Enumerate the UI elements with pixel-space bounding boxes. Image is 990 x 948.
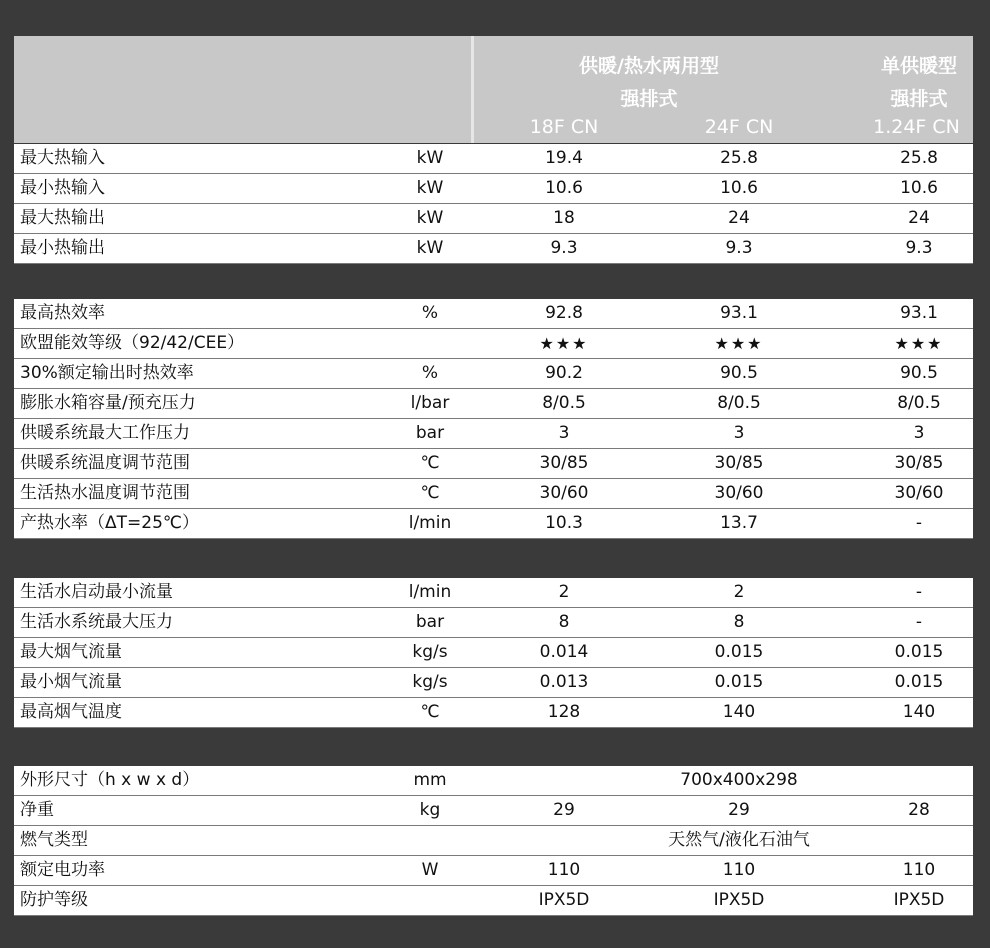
row-value: 10.6 [545, 178, 583, 198]
row-label: 生活水启动最小流量 [20, 582, 173, 602]
row-value: 10.3 [545, 513, 583, 533]
row-unit: kW [416, 148, 444, 168]
table-row [14, 449, 973, 479]
model-24f: 24F CN [704, 116, 774, 138]
row-value: 18 [553, 208, 575, 228]
row-value: 30/60 [539, 483, 589, 503]
row-label: 供暖系统温度调节范围 [20, 453, 190, 473]
row-unit [394, 329, 466, 358]
row-label: 燃气类型 [20, 830, 88, 850]
row-label: 最大烟气流量 [20, 642, 122, 662]
row-value-merged: 天然气/液化石油气 [668, 830, 810, 850]
row-value: 0.015 [714, 642, 764, 662]
row-unit: kg/s [412, 672, 448, 692]
row-unit: l/min [408, 513, 452, 533]
table-row [14, 329, 973, 359]
row-value: 0.015 [894, 642, 944, 662]
spec-section [14, 766, 973, 916]
table-row [14, 608, 973, 638]
row-unit: ℃ [420, 453, 440, 473]
row-unit: l/min [408, 582, 452, 602]
table-row [14, 638, 973, 668]
table-row [14, 234, 973, 264]
row-label: 供暖系统最大工作压力 [20, 423, 190, 443]
row-label: 防护等级 [20, 890, 88, 910]
row-value: 90.2 [545, 363, 583, 383]
row-unit [394, 826, 466, 855]
row-unit: ℃ [420, 483, 440, 503]
table-row [14, 359, 973, 389]
row-value: ★★★ [894, 334, 944, 353]
row-value: 29 [553, 800, 575, 820]
row-value: 10.6 [720, 178, 758, 198]
table-row [14, 509, 973, 539]
row-value: 30/85 [539, 453, 589, 473]
table-row [14, 389, 973, 419]
row-value: 9.3 [905, 238, 933, 258]
table-row [14, 174, 973, 204]
row-label: 最小热输出 [20, 238, 105, 258]
row-value: 28 [908, 800, 930, 820]
row-value: 25.8 [900, 148, 938, 168]
row-value: ★★★ [714, 334, 764, 353]
row-value-merged: 700x400x298 [680, 770, 798, 790]
table-row [14, 299, 973, 329]
table-row [14, 826, 973, 856]
row-value: 29 [728, 800, 750, 820]
table-row [14, 419, 973, 449]
row-value: 8/0.5 [717, 393, 761, 413]
row-unit: kg/s [412, 642, 448, 662]
row-value: - [915, 513, 923, 533]
row-value: 93.1 [720, 303, 758, 323]
row-label: 产热水率（ΔT=25℃） [20, 513, 199, 533]
row-value: IPX5D [893, 890, 945, 910]
row-unit: bar [415, 423, 445, 443]
model-1-24f: 1.24F CN [873, 116, 960, 138]
row-value: 3 [558, 423, 570, 443]
row-value: 9.3 [550, 238, 578, 258]
row-value: 90.5 [720, 363, 758, 383]
row-label: 膨胀水箱容量/预充压力 [20, 393, 196, 413]
row-value: 93.1 [900, 303, 938, 323]
row-value: 30/85 [894, 453, 944, 473]
row-value: 30/60 [894, 483, 944, 503]
row-value: - [915, 582, 923, 602]
row-unit: W [421, 860, 439, 880]
table-row [14, 578, 973, 608]
row-unit: ℃ [420, 702, 440, 722]
row-label: 最高热效率 [20, 303, 105, 323]
row-value: 8/0.5 [542, 393, 586, 413]
row-label: 30%额定输出时热效率 [20, 363, 194, 383]
table-row [14, 856, 973, 886]
row-value: 92.8 [545, 303, 583, 323]
row-unit: kW [416, 238, 444, 258]
row-label: 最小热输入 [20, 178, 105, 198]
group1-title-line2: 强排式 [620, 88, 678, 110]
row-value: 2 [558, 582, 570, 602]
row-value: 3 [733, 423, 745, 443]
row-unit: l/bar [410, 393, 450, 413]
row-value: 13.7 [720, 513, 758, 533]
row-value: 90.5 [900, 363, 938, 383]
row-label: 外形尺寸（h x w x d） [20, 770, 200, 790]
group2-title-line2: 强排式 [890, 88, 948, 110]
row-value: 24 [908, 208, 930, 228]
row-label: 最大热输入 [20, 148, 105, 168]
row-value: 140 [722, 702, 756, 722]
row-value: 25.8 [720, 148, 758, 168]
row-label: 最大热输出 [20, 208, 105, 228]
spec-section [14, 299, 973, 539]
table-row [14, 479, 973, 509]
row-value: 30/85 [714, 453, 764, 473]
row-unit [394, 886, 466, 915]
row-value: 128 [547, 702, 581, 722]
row-unit: % [421, 303, 439, 323]
table-row [14, 144, 973, 174]
row-label: 最高烟气温度 [20, 702, 122, 722]
row-value: 10.6 [900, 178, 938, 198]
row-value: 140 [902, 702, 936, 722]
row-label: 生活热水温度调节范围 [20, 483, 190, 503]
row-value: 8 [733, 612, 745, 632]
row-value: 0.013 [539, 672, 589, 692]
row-value: 8/0.5 [897, 393, 941, 413]
row-value: 110 [902, 860, 936, 880]
row-value: ★★★ [539, 334, 589, 353]
row-unit: % [421, 363, 439, 383]
row-value: 110 [547, 860, 581, 880]
row-unit: mm [413, 770, 447, 790]
row-value: - [915, 612, 923, 632]
row-unit: kW [416, 208, 444, 228]
table-row [14, 204, 973, 234]
row-unit: kg [419, 800, 441, 820]
row-value: 8 [558, 612, 570, 632]
row-value: 3 [913, 423, 925, 443]
header-divider [471, 36, 474, 143]
row-value: 0.015 [714, 672, 764, 692]
row-value: 24 [728, 208, 750, 228]
table-header [14, 36, 973, 143]
row-unit: bar [415, 612, 445, 632]
table-row [14, 668, 973, 698]
spec-section [14, 144, 973, 264]
row-value: 30/60 [714, 483, 764, 503]
row-unit: kW [416, 178, 444, 198]
row-value: IPX5D [538, 890, 590, 910]
table-row [14, 886, 973, 916]
table-row [14, 698, 973, 728]
row-value: 9.3 [725, 238, 753, 258]
group2-title-line1: 单供暖型 [880, 55, 957, 77]
table-row [14, 766, 973, 796]
row-label: 净重 [20, 800, 54, 820]
spec-section [14, 578, 973, 728]
row-value: 0.014 [539, 642, 589, 662]
row-label: 生活水系统最大压力 [20, 612, 173, 632]
row-value: 2 [733, 582, 745, 602]
row-label: 额定电功率 [20, 860, 105, 880]
row-value: 0.015 [894, 672, 944, 692]
table-row [14, 796, 973, 826]
group1-title-line1: 供暖/热水两用型 [579, 55, 719, 77]
model-18f: 18F CN [529, 116, 599, 138]
row-label: 欧盟能效等级（92/42/CEE） [20, 333, 245, 353]
row-value: 110 [722, 860, 756, 880]
row-value: IPX5D [713, 890, 765, 910]
row-value: 19.4 [545, 148, 583, 168]
row-label: 最小烟气流量 [20, 672, 122, 692]
